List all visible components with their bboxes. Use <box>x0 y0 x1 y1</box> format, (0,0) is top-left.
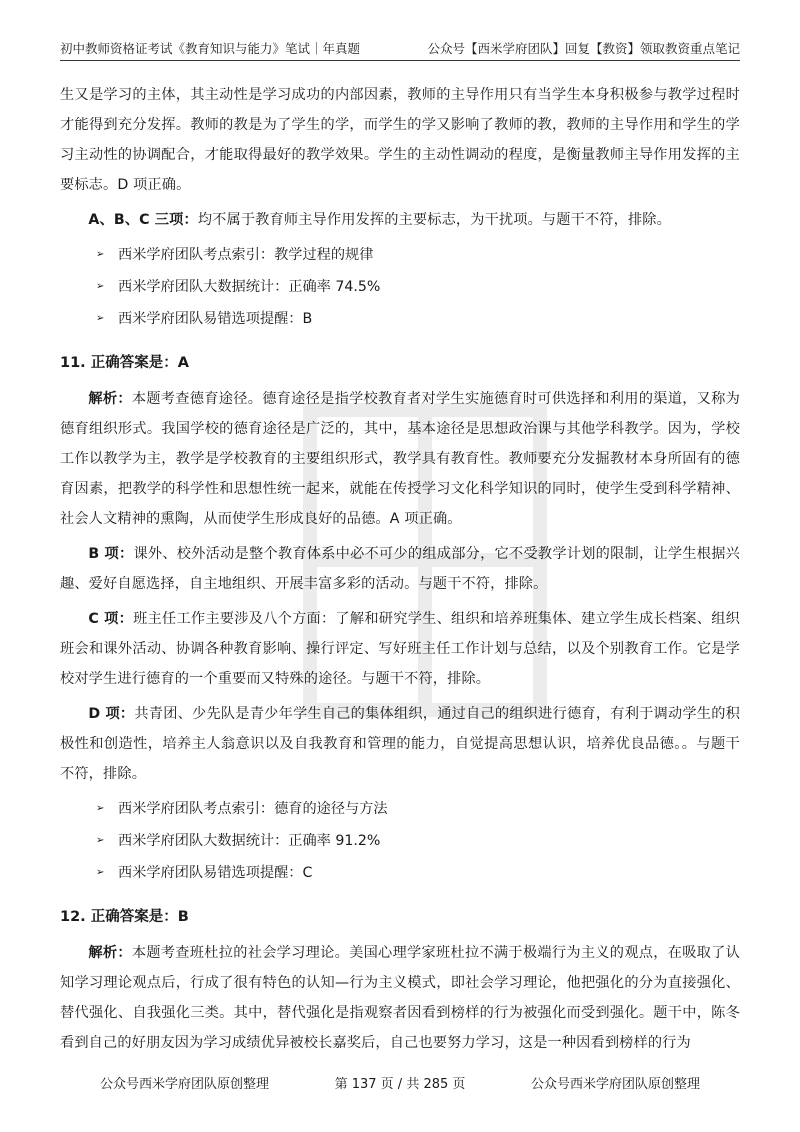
abc-label: A、B、C 三项： <box>88 212 198 228</box>
intro-bullet-index <box>60 240 740 270</box>
q11-bullet-stats <box>60 826 740 856</box>
intro-bullet-stats <box>60 272 740 302</box>
header-left-title: 初中教师资格证考试《教育知识与能力》笔试｜年真题 <box>60 41 361 56</box>
q11-option-b <box>60 539 740 599</box>
q12-analysis-label: 解析： <box>88 945 132 961</box>
page-header <box>60 38 740 61</box>
bullet-text: 西米学府团队易错选项提醒：B <box>118 311 313 327</box>
q11-d-text: 共青团、少先队是青少年学生自己的集体组织，通过自己的组织进行德育，有利于调动学生的积极性和创造性，培养主人翁意识以及自我教育和管理的能力，自觉提高思想认识，培养优良品德。。与题干不符，排除。 <box>60 706 740 782</box>
q11-c-text: 班主任工作主要涉及八个方面：了解和研究学生、组织和培养班集体、建立学生成长档案、组织班会和课外活动、协调各种教育影响、操行评定、写好班主任工作计划与总结，以及个别教育工作。它是学校对学生进行德育的一个重要而又特殊的途径。与题干不符，排除。 <box>60 611 741 687</box>
bullet-text: 西米学府团队易错选项提醒：C <box>118 865 313 881</box>
page-footer <box>60 1073 740 1092</box>
q12-analysis-text: 本题考查班杜拉的社会学习理论。美国心理学家班杜拉不满于极端行为主义的观点，在吸取了认知学习理论观点后，行成了很有特色的认知—行为主义模式，即社会学习理论，他把强化的分为直接强化、替代强化、自我强化三类。其中，替代强化是指观察者因看到榜样的行为被强化而受到强化。题干中，陈冬看到自己的好朋友因为学习成绩优异被校长嘉奖后，自己也要努力学习，这是一种因看到榜样的行为 <box>60 945 740 1051</box>
intro-abc-paragraph <box>60 205 740 235</box>
q11-option-d <box>60 699 740 789</box>
q11-analysis-text: 本题考查德育途径。德育途径是指学校教育者对学生实施德育时可供选择和利用的渠道，又称为德育组织形式。我国学校的德育途径是广泛的，其中，基本途径是思想政治课与其他学科教学。因为，学校工作以教学为主，教学是学校教育的主要组织形式，教学具有教育性。教师要充分发掘教材本身所固有的德育因素，把教学的科学性和思想性统一起来，就能在传授学习文化科学知识的同时，使学生受到科学精神、社会人文精神的熏陶，从而使学生形成良好的品德。A 项正确。 <box>60 391 740 527</box>
abc-text: 均不属于教育师主导作用发挥的主要标志，为干扰项。与题干不符，排除。 <box>197 212 671 228</box>
arrow-bullet-icon: ➢ <box>96 835 105 846</box>
page-content <box>60 80 740 1063</box>
q11-analysis-label: 解析： <box>88 391 132 407</box>
page-number: 第 137 页 / 共 285 页 <box>334 1077 466 1092</box>
arrow-bullet-icon: ➢ <box>96 281 105 292</box>
footer-right-note: 公众号西米学府团队原创整理 <box>530 1077 700 1092</box>
q11-c-label: C 项： <box>88 611 134 627</box>
arrow-bullet-icon: ➢ <box>96 867 105 878</box>
bullet-text: 西米学府团队大数据统计：正确率 74.5% <box>118 279 381 295</box>
q11-analysis <box>60 384 740 534</box>
arrow-bullet-icon: ➢ <box>96 803 105 814</box>
q11-bullet-index <box>60 794 740 824</box>
intro-bullet-error <box>60 304 740 334</box>
header-right-note: 公众号【西米学府团队】回复【教资】领取教资重点笔记 <box>427 41 740 56</box>
q11-b-label: B 项： <box>88 546 134 562</box>
q12-heading: 12. 正确答案是：B <box>60 909 189 925</box>
bullet-text: 西米学府团队考点索引：德育的途径与方法 <box>118 801 388 817</box>
q11-option-c <box>60 604 740 694</box>
arrow-bullet-icon: ➢ <box>96 313 105 324</box>
arrow-bullet-icon: ➢ <box>96 249 105 260</box>
q11-d-label: D 项： <box>88 706 135 722</box>
footer-left-note: 公众号西米学府团队原创整理 <box>100 1077 270 1092</box>
q12-analysis <box>60 938 740 1058</box>
bullet-text: 西米学府团队考点索引：教学过程的规律 <box>118 247 374 263</box>
bullet-text: 西米学府团队大数据统计：正确率 91.2% <box>118 833 381 849</box>
intro-paragraph: 生又是学习的主体，其主动性是学习成功的内部因素，教师的主导作用只有当学生本身积极参与教学过程时才能得到充分发挥。教师的教是为了学生的学，而学生的学又影响了教师的教，教师的主导作用和学生的学习主动性的协调配合，才能取得最好的教学效果。学生的主动性调动的程度，是衡量教师主导作用发挥的主要标志。D 项正确。 <box>60 87 740 193</box>
q11-bullet-error <box>60 858 740 888</box>
q11-heading: 11. 正确答案是：A <box>60 355 189 371</box>
q11-b-text: 课外、校外活动是整个教育体系中必不可少的组成部分，它不受教学计划的限制，让学生根据兴趣、爱好自愿选择，自主地组织、开展丰富多彩的活动。与题干不符，排除。 <box>60 546 740 592</box>
